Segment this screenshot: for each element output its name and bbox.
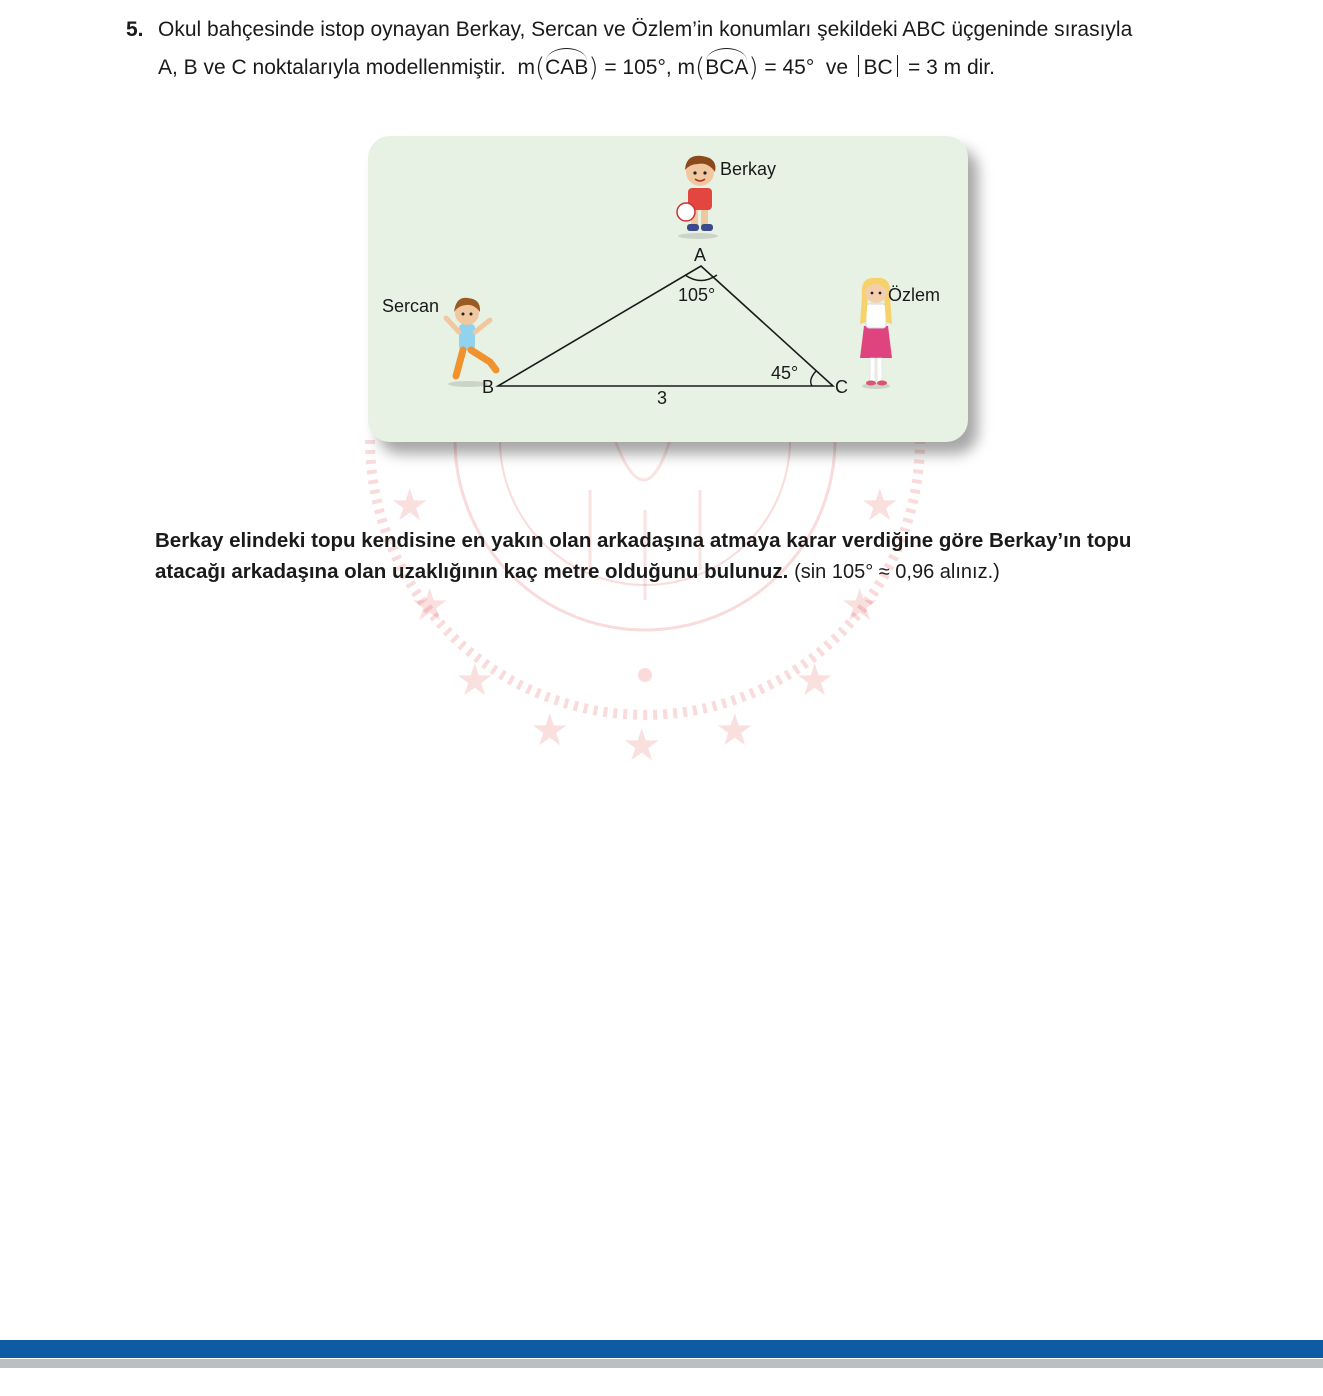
label-berkay: Berkay — [720, 159, 777, 179]
question-text-2: A, B ve C noktalarıyla modellenmiştir. — [158, 56, 506, 79]
star-icon: ★ — [455, 655, 495, 706]
angle1-m: m — [517, 56, 535, 79]
angle2-m: m — [677, 56, 696, 79]
berkay-figure-icon — [677, 156, 718, 239]
star-icon: ★ — [410, 580, 450, 631]
label-sercan: Sercan — [382, 296, 440, 316]
question-suffix: dir. — [966, 56, 995, 79]
paren-open: ( — [695, 53, 706, 83]
angle1-value: = 105°, — [604, 56, 672, 79]
label-ozlem: Özlem — [888, 285, 941, 305]
footer-grey-bar — [0, 1359, 1323, 1368]
ask-line-2 — [155, 559, 1000, 585]
side-name: BC — [863, 56, 893, 79]
sercan-figure-icon — [446, 298, 496, 387]
question-number: 5. — [126, 18, 144, 41]
side-bc-label: 3 — [657, 388, 668, 408]
angle-c-label: 45° — [771, 363, 799, 383]
paren-close: ) — [588, 53, 599, 83]
angle2-value: = 45° — [764, 56, 815, 79]
hint-text: (sin 105° ≈ 0,96 alınız.) — [794, 561, 1000, 583]
figure-card — [368, 136, 968, 442]
angle2-name: BCA — [705, 56, 749, 79]
star-icon: ★ — [622, 720, 662, 771]
question-line-2 — [158, 55, 995, 81]
star-icon: ★ — [860, 480, 900, 531]
paren-close: ) — [748, 53, 759, 83]
star-icon: ★ — [390, 480, 430, 531]
vertex-a: A — [694, 245, 707, 265]
star-icon: ★ — [840, 580, 880, 631]
ask-text-2: atacağı arkadaşına olan uzaklığının kaç metre olduğunu bulunuz. — [155, 560, 789, 583]
angle1-name: CAB — [545, 56, 589, 79]
angle-c-arc — [811, 371, 816, 386]
star-icon: ★ — [530, 705, 570, 756]
vertex-b: B — [482, 377, 495, 397]
triangle-figure — [368, 136, 968, 442]
question-text-1: Okul bahçesinde istop oynayan Berkay, Sercan ve Özlem’in konumları şekildeki ABC üçgeninde sırasıyla — [158, 18, 1133, 41]
abs-bar-left — [858, 55, 860, 77]
star-icon: ★ — [715, 705, 755, 756]
angle-a-label: 105° — [678, 285, 716, 305]
star-icon: ★ — [795, 655, 835, 706]
ask-line-1: Berkay elindeki topu kendisine en yakın olan arkadaşına atmaya karar verdiğine göre Berkay’ın topu — [155, 529, 1132, 552]
paren-open: ( — [534, 53, 546, 83]
footer-blue-bar — [0, 1340, 1323, 1358]
abs-bar-right — [897, 55, 899, 77]
vertex-c: C — [835, 377, 848, 397]
side-value: = 3 m — [907, 56, 962, 79]
question-line-1 — [126, 17, 1132, 43]
ve-word: ve — [825, 56, 849, 79]
